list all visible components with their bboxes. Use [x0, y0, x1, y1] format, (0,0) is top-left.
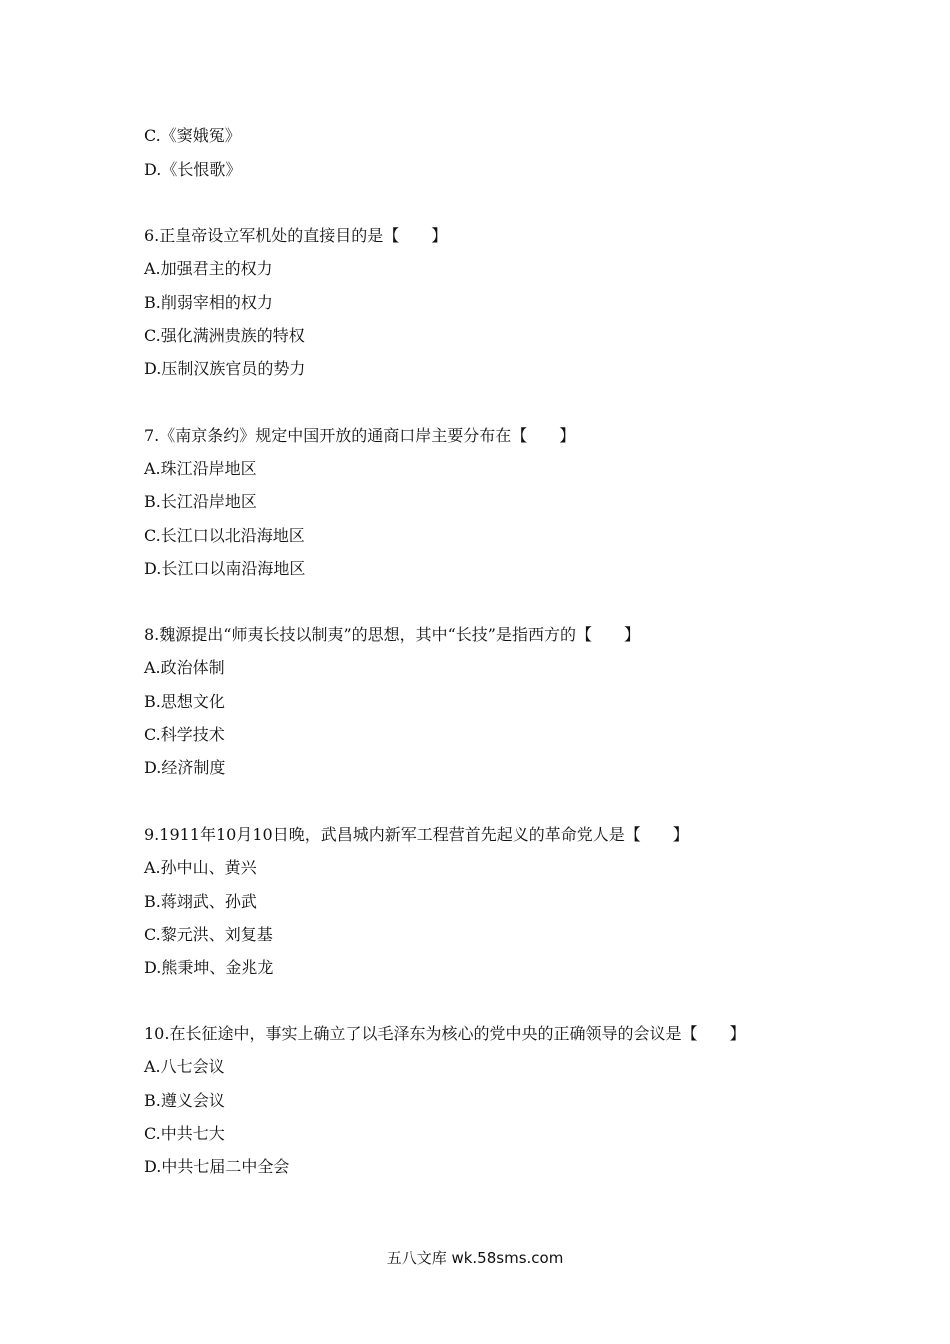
option-d-q5: D.《长恨歌》	[144, 160, 242, 179]
option-d-q10: D.中共七届二中全会	[144, 1157, 290, 1176]
question-9-stem: 9.1911年10月10日晚，武昌城内新军工程营首先起义的革命党人是【 】	[144, 825, 689, 844]
option-c-q10: C.中共七大	[144, 1124, 225, 1143]
option-d-q6: D.压制汉族官员的势力	[144, 359, 306, 378]
question-8-stem: 8.魏源提出“师夷长技以制夷”的思想，其中“长技”是指西方的【 】	[144, 625, 640, 644]
option-b-q9: B.蒋翊武、孙武	[144, 892, 257, 911]
option-a-q10: A.八七会议	[144, 1057, 225, 1076]
question-10-stem: 10.在长征途中，事实上确立了以毛泽东为核心的党中央的正确领导的会议是【 】	[144, 1024, 746, 1043]
option-c-q5: C.《窦娥冤》	[144, 126, 241, 145]
option-b-q8: B.思想文化	[144, 692, 225, 711]
option-a-q7: A.珠江沿岸地区	[144, 459, 257, 478]
option-d-q9: D.熊秉坤、金兆龙	[144, 958, 274, 977]
option-a-q8: A.政治体制	[144, 658, 225, 677]
option-c-q7: C.长江口以北沿海地区	[144, 526, 305, 545]
option-d-q8: D.经济制度	[144, 758, 226, 777]
option-b-q7: B.长江沿岸地区	[144, 492, 257, 511]
question-7-stem: 7.《南京条约》规定中国开放的通商口岸主要分布在【 】	[144, 426, 576, 445]
question-6-stem: 6.正皇帝设立军机处的直接目的是【 】	[144, 226, 448, 245]
option-c-q9: C.黎元洪、刘复基	[144, 925, 273, 944]
option-b-q10: B.遵义会议	[144, 1091, 225, 1110]
option-a-q6: A.加强君主的权力	[144, 259, 273, 278]
option-b-q6: B.削弱宰相的权力	[144, 293, 273, 312]
option-a-q9: A.孙中山、黄兴	[144, 858, 257, 877]
footer-watermark: 五八文库 wk.58sms.com	[386, 1249, 564, 1267]
option-c-q6: C.强化满洲贵族的特权	[144, 326, 305, 345]
option-d-q7: D.长江口以南沿海地区	[144, 559, 306, 578]
option-c-q8: C.科学技术	[144, 725, 225, 744]
